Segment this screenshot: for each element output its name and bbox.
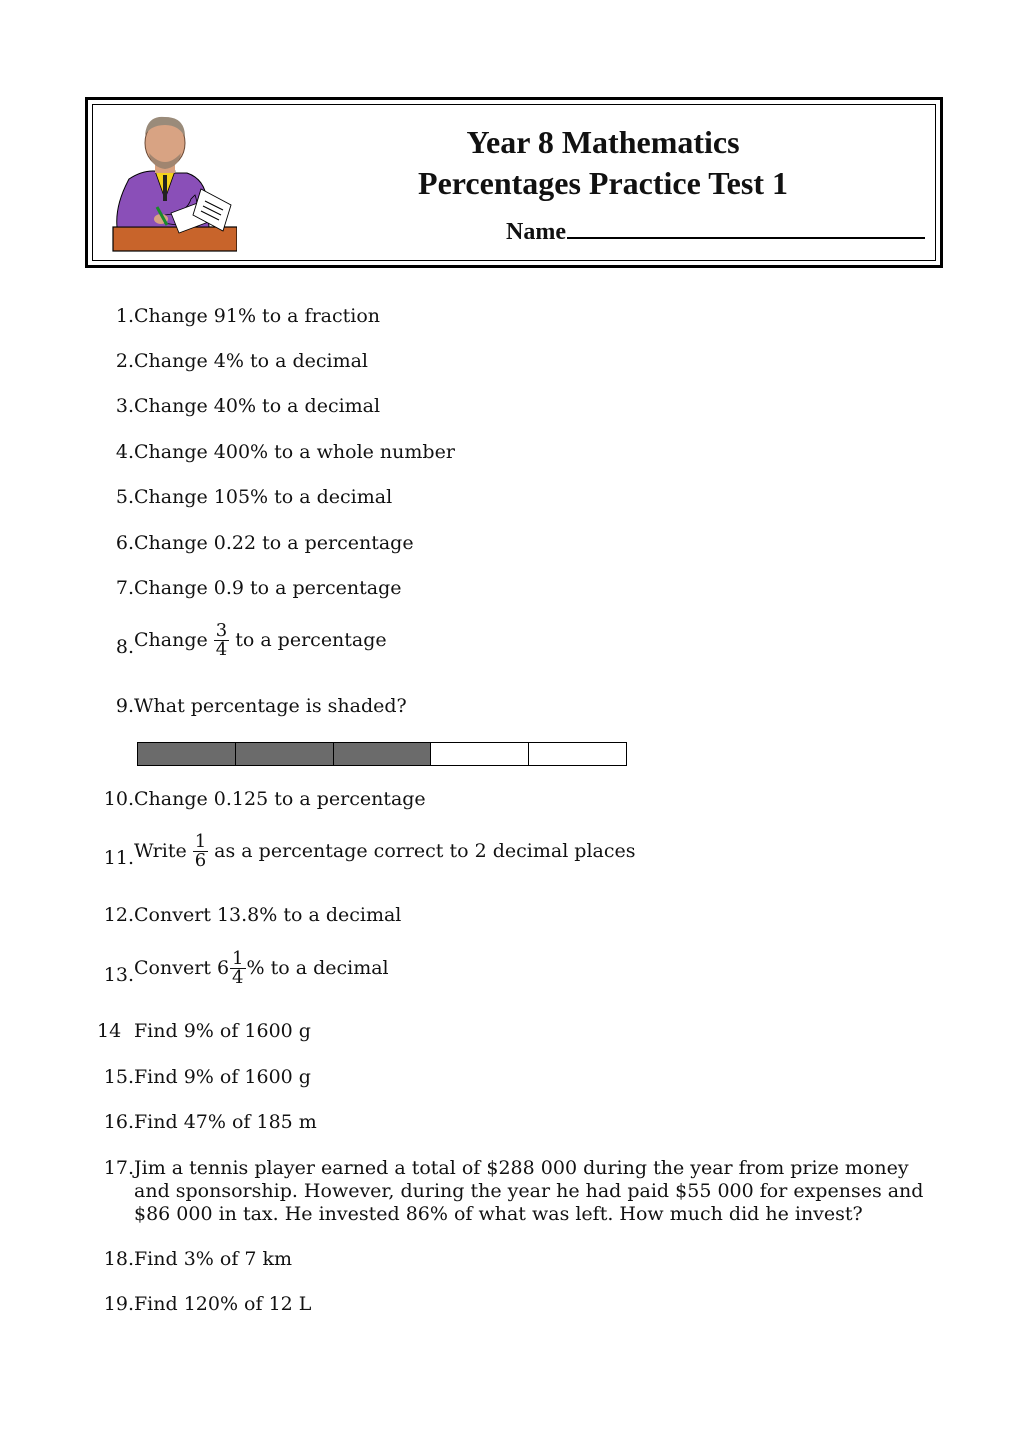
bar-cell-shaded — [138, 743, 236, 765]
question-number: 17. — [103, 1157, 134, 1179]
question-text: Change 0.22 to a percentage — [134, 532, 414, 554]
question-number: 10. — [103, 788, 134, 810]
question-number: 13. — [103, 964, 134, 986]
question-text: Find 47% of 185 m — [134, 1111, 317, 1133]
question-12 — [96, 904, 402, 927]
question-text: Find 9% of 1600 g — [134, 1020, 311, 1042]
question-text-pre: Write — [134, 840, 187, 862]
bar-cell-empty — [529, 743, 626, 765]
shaded-bar — [137, 742, 627, 766]
question-9 — [96, 695, 407, 718]
bar-cell-shaded — [236, 743, 334, 765]
question-number: 9. — [115, 695, 134, 717]
question-number: 4. — [115, 441, 134, 463]
question-3 — [96, 395, 381, 418]
question-text: Find 3% of 7 km — [134, 1248, 293, 1270]
fraction-numerator: 1 — [232, 948, 244, 969]
name-label: Name — [506, 219, 566, 245]
header-box — [85, 97, 943, 268]
question-text-post: as a percentage correct to 2 decimal places — [214, 840, 636, 862]
question-number: 7. — [115, 577, 134, 599]
bar-cell-empty — [431, 743, 529, 765]
question-number: 6. — [115, 532, 134, 554]
name-underline[interactable] — [567, 219, 925, 239]
question-text: Change 105% to a decimal — [134, 486, 393, 508]
bar-cell-shaded — [334, 743, 432, 765]
question-19 — [96, 1293, 312, 1316]
question-text-post: % to a decimal — [246, 957, 389, 979]
question-number: 15. — [103, 1066, 134, 1088]
question-2 — [96, 350, 368, 373]
question-text-pre: Convert 6 — [134, 957, 230, 979]
question-text-post: to a percentage — [235, 629, 387, 651]
question-text: Convert 13.8% to a decimal — [134, 904, 402, 926]
question-text: Change 4% to a decimal — [134, 350, 368, 372]
question-number: 19. — [103, 1293, 134, 1315]
question-number: 11. — [103, 847, 134, 869]
fraction-denominator: 6 — [194, 850, 207, 871]
question-number: 5. — [115, 486, 134, 508]
question-number: 12. — [103, 904, 134, 926]
question-4 — [96, 441, 455, 464]
question-text: Jim a tennis player earned a total of $288 000 during the year from prize money and sponsorship. However, during the year he had paid $55 000 for expenses and $86 000 in tax. He invested 86% of what was left. How much did he invest? — [134, 1157, 924, 1225]
question-6 — [96, 532, 414, 555]
fraction-numerator: 1 — [194, 831, 207, 852]
name-field[interactable] — [506, 219, 925, 246]
fraction — [214, 622, 229, 659]
question-text — [134, 950, 389, 987]
question-text: Change 0.9 to a percentage — [134, 577, 402, 599]
question-text: Find 120% of 12 L — [134, 1293, 312, 1315]
fraction-denominator: 4 — [215, 639, 228, 660]
question-number: 1. — [115, 305, 134, 327]
fraction — [193, 833, 208, 870]
page-subtitle: Percentages Practice Test 1 — [418, 165, 788, 201]
question-text — [134, 622, 387, 659]
question-number: 14 — [97, 1020, 122, 1042]
question-18 — [96, 1248, 293, 1271]
question-text: Change 0.125 to a percentage — [134, 788, 426, 810]
teacher-clipart-icon — [107, 109, 237, 254]
question-number: 8. — [115, 636, 134, 658]
fraction — [230, 950, 245, 987]
question-16 — [96, 1111, 317, 1134]
header-inner-border — [92, 104, 936, 261]
question-10 — [96, 788, 426, 811]
question-number: 18. — [103, 1248, 134, 1270]
question-text: Change 400% to a whole number — [134, 441, 455, 463]
question-text-pre: Change — [134, 629, 208, 651]
fraction-denominator: 4 — [232, 967, 244, 988]
question-text — [134, 833, 636, 870]
question-14 — [96, 1020, 311, 1043]
question-17 — [96, 1157, 924, 1225]
question-number: 16. — [103, 1111, 134, 1133]
question-5 — [96, 486, 393, 509]
question-number: 3. — [115, 395, 134, 417]
fraction-numerator: 3 — [215, 620, 228, 641]
page-title: Year 8 Mathematics — [466, 124, 740, 160]
question-7 — [96, 577, 402, 600]
question-text: Change 91% to a fraction — [134, 305, 381, 327]
question-text: Change 40% to a decimal — [134, 395, 381, 417]
question-15 — [96, 1066, 311, 1089]
question-text: What percentage is shaded? — [134, 695, 407, 717]
question-1 — [96, 305, 381, 328]
question-number: 2. — [115, 350, 134, 372]
question-text: Find 9% of 1600 g — [134, 1066, 311, 1088]
